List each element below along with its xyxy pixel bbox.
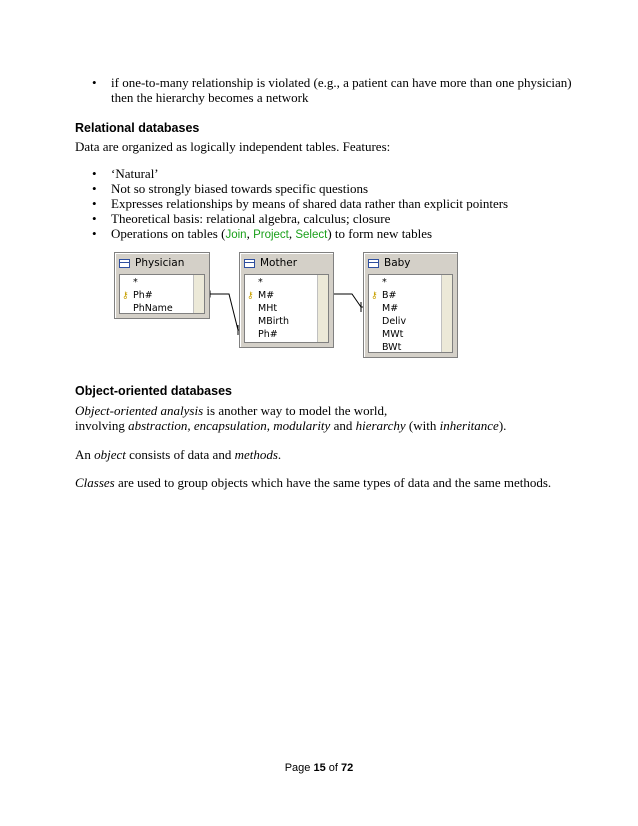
bullet-text: Not so strongly biased towards specific questions (111, 181, 369, 196)
oo-heading: Object-oriented databases (75, 384, 232, 398)
oo-paragraph-2 (75, 447, 595, 462)
field-row: Ph# (258, 329, 278, 340)
separator: , (246, 226, 254, 241)
bullet-icon: • (92, 211, 97, 226)
page-footer (0, 762, 638, 774)
ops-suffix: ) to form new tables (327, 226, 433, 241)
scrollbar[interactable] (317, 275, 328, 342)
bullet-icon: • (92, 181, 97, 196)
bullet-text: then the hierarchy becomes a network (111, 90, 309, 105)
text-run: are used to group objects which have the same types of data and the same methods. (114, 475, 552, 490)
text-run: consists of data and (125, 447, 235, 462)
key-icon: ⚷ (371, 291, 378, 301)
bullet-icon: • (92, 196, 97, 211)
footer-text: of (325, 762, 342, 774)
term-encapsulation: encapsulation (193, 418, 267, 433)
page-number: 15 (313, 762, 326, 774)
term-abstraction: abstraction (128, 418, 188, 433)
text-run: , (266, 418, 274, 433)
key-icon: ⚷ (247, 291, 254, 301)
field-row: MHt (258, 303, 278, 314)
project-term: Project (253, 229, 289, 241)
table-icon (368, 259, 379, 268)
scrollbar[interactable] (193, 275, 204, 313)
text-run: involving (75, 418, 129, 433)
field-row: PhName (133, 303, 173, 314)
table-icon (244, 259, 255, 268)
relational-intro: Data are organized as logically independent tables. Features: (75, 139, 391, 154)
field-row: Deliv (382, 316, 407, 327)
term-hierarchy: hierarchy (355, 418, 406, 433)
field-row: * (133, 277, 138, 288)
field-label: M# (258, 290, 275, 301)
field-row: * (258, 277, 263, 288)
field-row: BWt (382, 342, 402, 353)
bullet-text: Expresses relationships by means of shared data rather than explicit pointers (111, 196, 509, 211)
table-icon (119, 259, 130, 268)
bullet-icon: • (92, 226, 97, 241)
mother-table[interactable] (239, 252, 334, 348)
field-row (247, 289, 289, 302)
oo-paragraph-3 (75, 475, 615, 490)
join-term: Join (225, 229, 247, 241)
text-run: is another way to model the world, (203, 403, 388, 418)
field-row: M# (382, 303, 399, 314)
field-label: Ph# (133, 290, 153, 301)
bullet-icon: • (92, 75, 97, 90)
text-run: (with (405, 418, 440, 433)
term-object: object (94, 447, 126, 462)
term-ooa: Object-oriented analysis (75, 403, 204, 418)
page-total: 72 (341, 762, 354, 774)
bullet-icon: • (92, 166, 97, 181)
bullet-text: if one-to-many relationship is violated (e.g., a patient can have more than one physician) (111, 75, 572, 90)
oo-paragraph-1 (75, 403, 595, 433)
field-label: B# (382, 290, 397, 301)
field-row (371, 289, 406, 302)
bullet-text: Theoretical basis: relational algebra, calculus; closure (111, 211, 391, 226)
table-title: Physician (135, 257, 185, 269)
text-run: and (330, 418, 356, 433)
relational-heading: Relational databases (75, 121, 200, 135)
baby-table[interactable] (363, 252, 458, 358)
ops-prefix: Operations on tables ( (111, 226, 226, 241)
text-run: . (277, 447, 282, 462)
select-term: Select (295, 229, 328, 241)
term-inheritance: inheritance (439, 418, 499, 433)
table-title: Mother (260, 257, 298, 269)
scrollbar[interactable] (441, 275, 452, 352)
key-icon: ⚷ (122, 291, 129, 301)
field-row: MBirth (258, 316, 290, 327)
text-run: An (75, 447, 95, 462)
physician-table[interactable] (114, 252, 210, 319)
term-methods: methods (234, 447, 278, 462)
term-classes: Classes (75, 475, 115, 490)
field-row: MWt (382, 329, 404, 340)
footer-text: Page (284, 762, 314, 774)
separator: , (288, 226, 296, 241)
term-modularity: modularity (273, 418, 331, 433)
text-run: , (187, 418, 194, 433)
field-row (122, 289, 173, 302)
field-row: * (382, 277, 387, 288)
bullet-text: ‘Natural’ (111, 166, 159, 181)
table-title: Baby (384, 257, 411, 269)
text-run: ). (498, 418, 507, 433)
